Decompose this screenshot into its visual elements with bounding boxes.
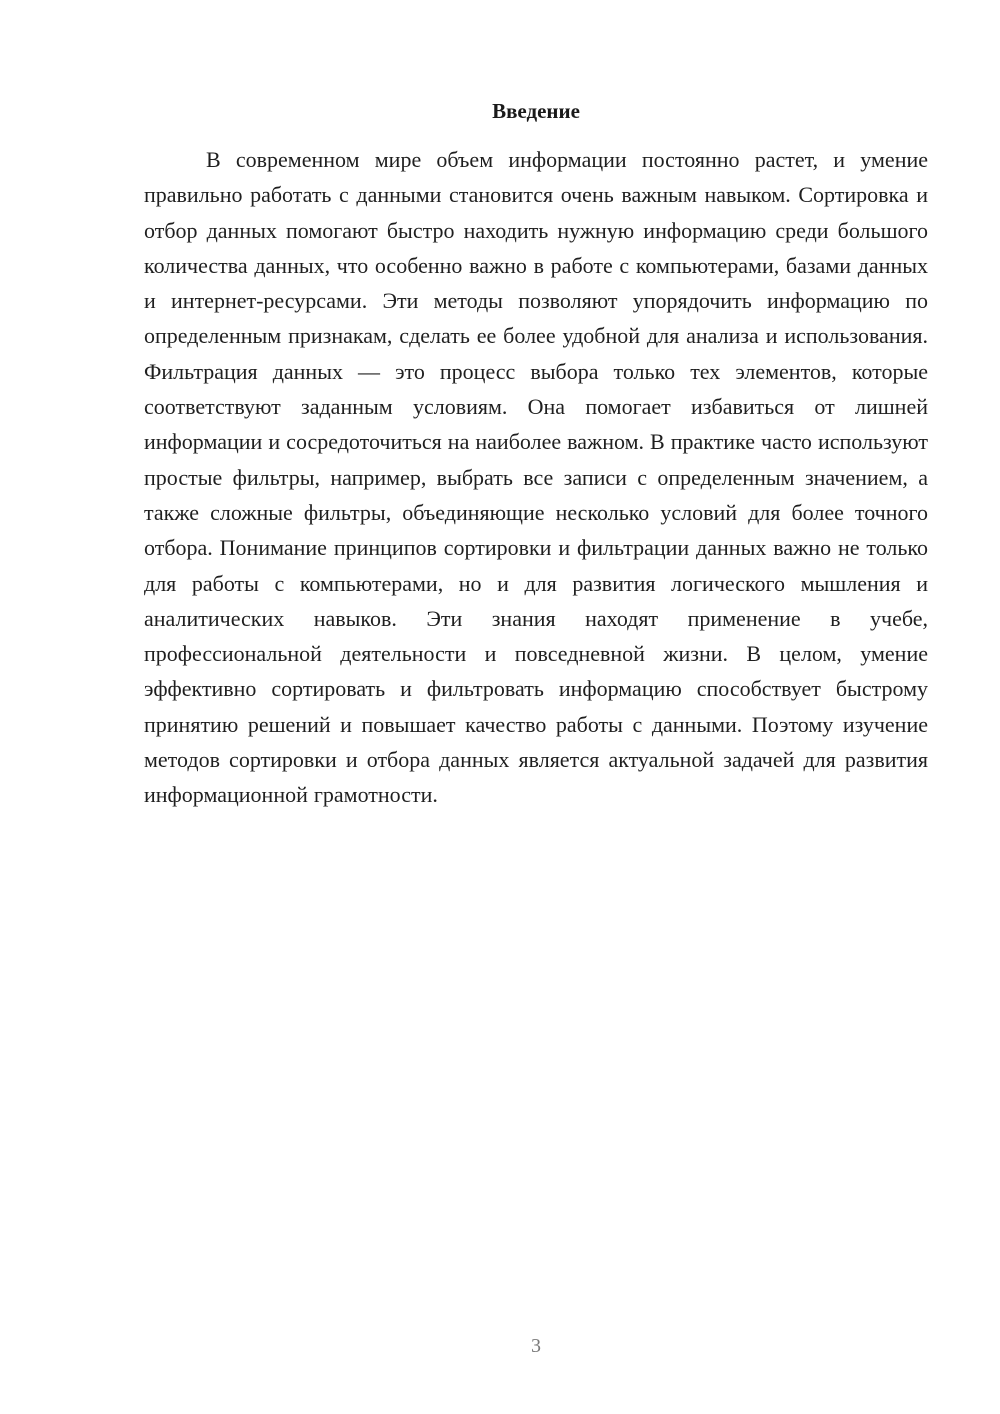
section-heading: Введение	[492, 99, 580, 123]
page-number: 3	[531, 1335, 541, 1357]
body-paragraph: В современном мире объем информации постоянно растет, и умение правильно работать с данными становится очень важным навыком. Сортировка и отбор данных помогают быстро находить нужную информацию среди большого количества данных, что особенно важно в работе с компьютерами, базами данных и интернет-ресурсами. Эти методы позволяют упорядочить информацию по определенным признакам, сделать ее более удобной для анализа и использования. Фильтрация данных — это процесс выбора только тех элементов, которые соответствуют заданным условиям. Она помогает избавиться от лишней информации и сосредоточиться на наиболее важном. В практике часто используют простые фильтры, например, выбрать все записи с определенным значением, а также сложные фильтры, объединяющие несколько условий для более точного отбора. Понимание принципов сортировки и фильтрации данных важно не только для работы с компьютерами, но и для развития логического мышления и аналитических навыков. Эти знания находят применение в учебе, профессиональной деятельности и повседневной жизни. В целом, умение эффективно сортировать и фильтровать информацию способствует быстрому принятию решений и повышает качество работы с данными. Поэтому изучение методов сортировки и отбора данных является актуальной задачей для развития информационной грамотности.	[144, 147, 928, 808]
